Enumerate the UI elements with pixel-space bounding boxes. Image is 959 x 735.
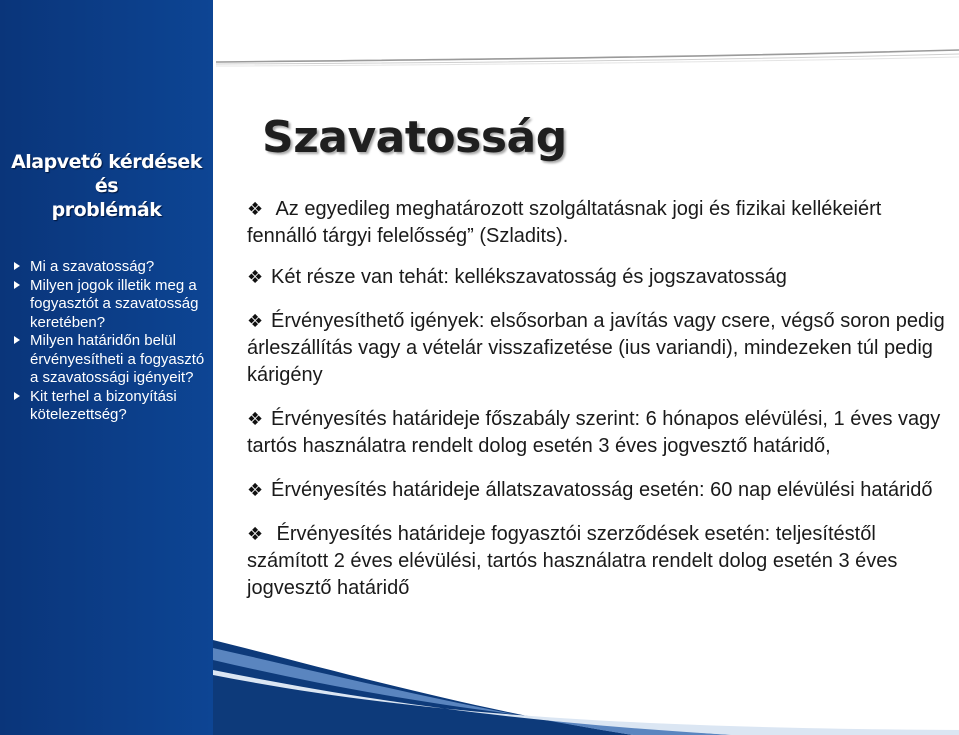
sidebar-item-label: Kit terhel a bizonyítási kötelezettség? [30, 387, 177, 423]
paragraph [247, 477, 947, 504]
slide-title: Szavatosság [262, 112, 567, 163]
sidebar-item-bizonyitas[interactable] [14, 388, 210, 425]
slide-content [247, 196, 947, 602]
sidebar-item-label: Milyen jogok illetik meg a fogyasztót a szavatosság keretében? [30, 276, 199, 331]
paragraph-text: Érvényesítés határideje fogyasztói szerződések esetén: teljesítéstől számított 2 éves elévülési, tartós használatra rendelt dolog esetén 3 éves jogvesztő határidő [247, 523, 898, 599]
bottom-swoosh-decoration [213, 640, 959, 735]
paragraph [247, 308, 947, 389]
paragraph [247, 521, 947, 602]
sidebar-title [0, 150, 213, 222]
paragraph-text: Két része van tehát: kellékszavatosság és jogszavatosság [271, 266, 787, 288]
triangle-bullet-icon [14, 281, 20, 289]
sidebar-item-label: Milyen határidőn belül érvényesítheti a fogyasztó a szavatossági igényeit? [30, 332, 205, 386]
paragraph-text: Érvényesítés határideje főszabály szerint: 6 hónapos elévülési, 1 éves vagy tartós használatra rendelt dolog esetén 3 éves jogvesztő határidő, [247, 408, 941, 457]
triangle-bullet-icon [14, 392, 20, 400]
diamond-bullet-icon: ❖ [247, 311, 264, 331]
paragraph-text: Érvényesíthető igények: elsősorban a javítás vagy csere, végső soron pedig árleszállítás vagy a vételár visszafizetése (ius variandi), mindezeken túl pedig kárigény [247, 310, 945, 386]
diamond-bullet-icon: ❖ [247, 267, 264, 287]
sidebar-item-label: Mi a szavatosság? [30, 258, 155, 275]
sidebar [0, 0, 213, 735]
sidebar-title-line1: Alapvető kérdések és [11, 151, 202, 197]
diamond-bullet-icon: ❖ [247, 409, 264, 429]
top-decoration-line [216, 48, 959, 68]
diamond-bullet-icon: ❖ [247, 480, 264, 500]
paragraph [247, 196, 947, 250]
sidebar-item-jogok[interactable] [14, 277, 210, 333]
paragraph [247, 264, 947, 291]
diamond-bullet-icon: ❖ [247, 524, 264, 544]
triangle-bullet-icon [14, 336, 20, 344]
diamond-bullet-icon: ❖ [247, 199, 264, 219]
sidebar-list [14, 258, 210, 425]
sidebar-title-line2: problémák [51, 199, 162, 221]
triangle-bullet-icon [14, 262, 20, 270]
sidebar-item-hatarido[interactable] [14, 332, 210, 388]
sidebar-item-mi-a-szavatossag[interactable] [14, 258, 210, 277]
paragraph [247, 406, 947, 460]
paragraph-text: Érvényesítés határideje állatszavatosság esetén: 60 nap elévülési határidő [271, 479, 933, 501]
paragraph-text: Az egyedileg meghatározott szolgáltatásnak jogi és fizikai kellékeiért fennálló tárgyi felelősség” (Szladits). [247, 198, 882, 247]
